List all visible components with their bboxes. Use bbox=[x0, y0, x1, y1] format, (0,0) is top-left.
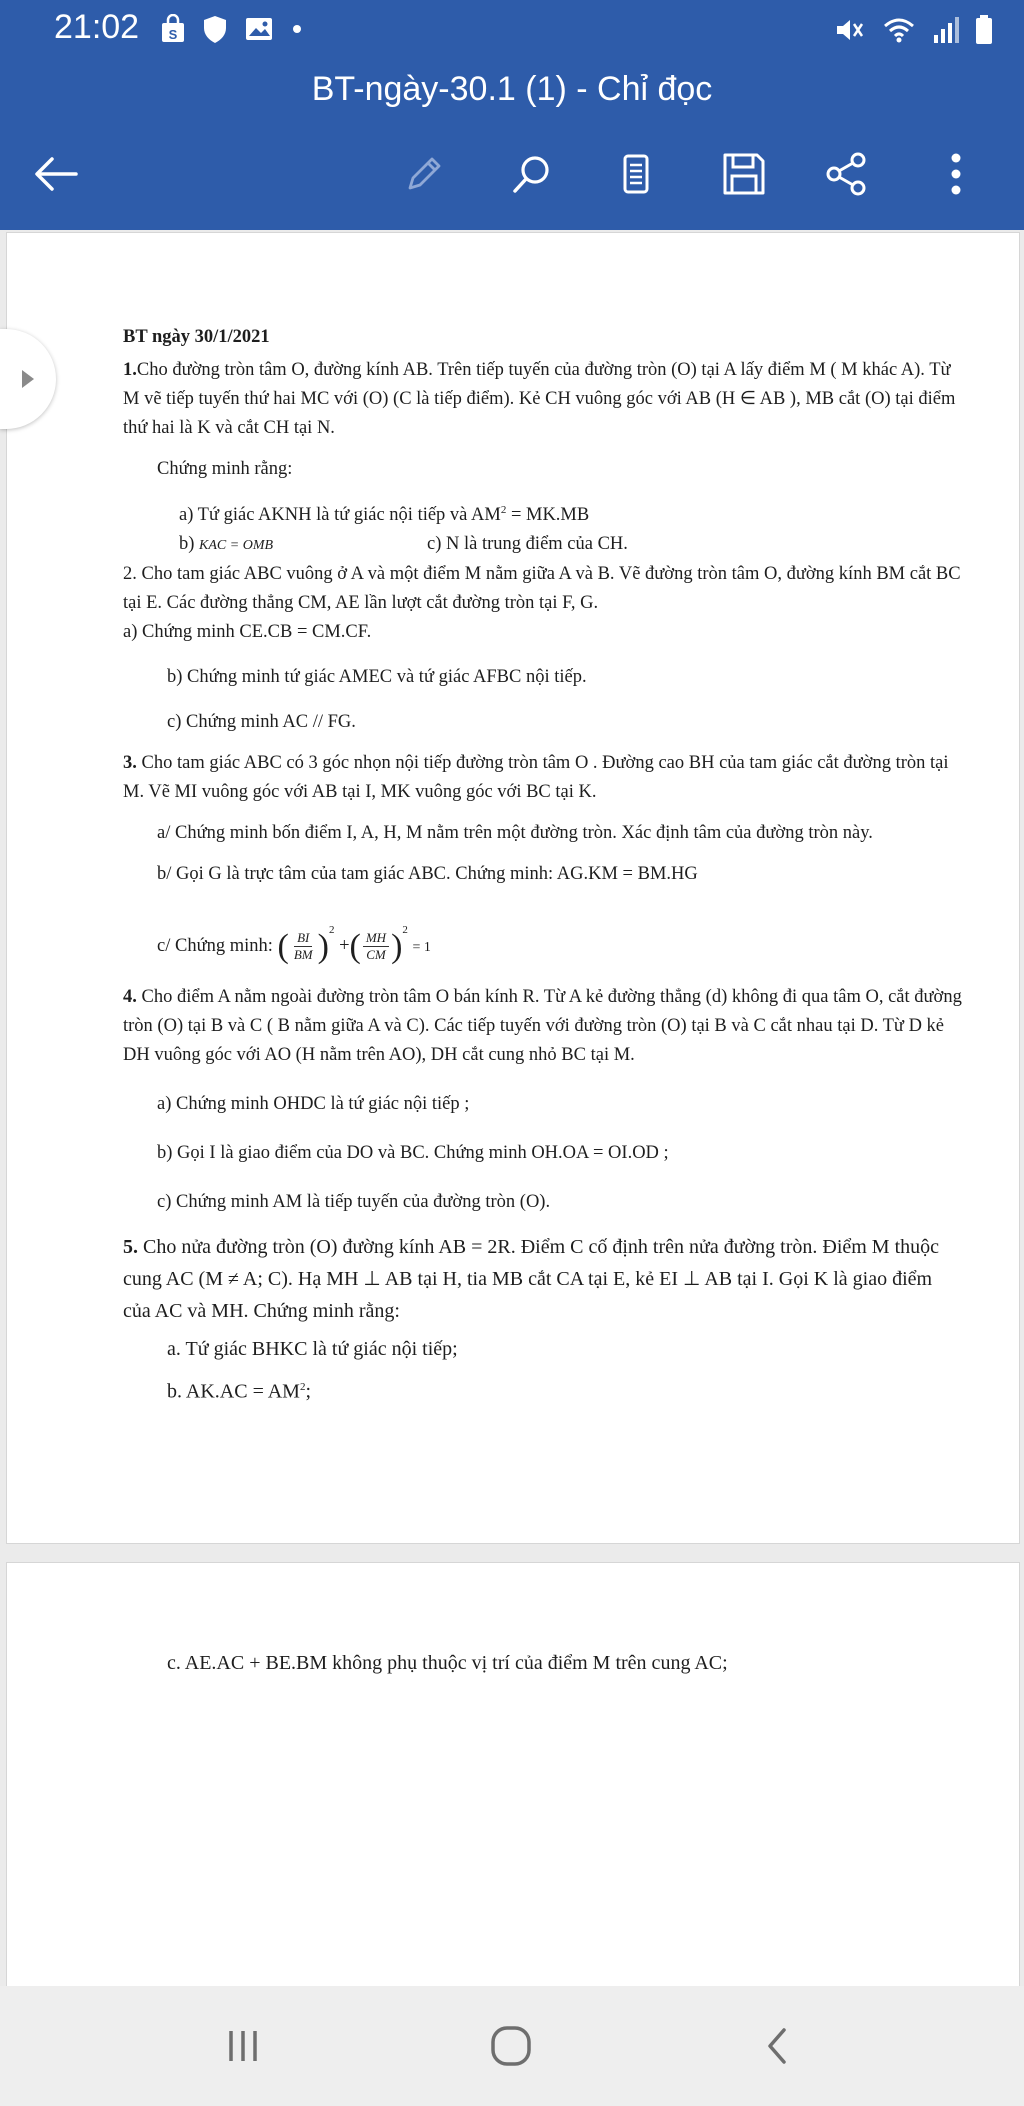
problem-1-prove: Chứng minh rằng: bbox=[157, 459, 293, 479]
doc-heading: BT ngày 30/1/2021 bbox=[123, 327, 270, 347]
fraction-1-exponent: 2 bbox=[328, 924, 335, 937]
fraction-bi-bm bbox=[291, 930, 316, 963]
shield-icon bbox=[202, 14, 228, 44]
problem-4-text: Cho điểm A nằm ngoài đường tròn tâm O bán kính R. Từ A kẻ đường thẳng (d) không đi qua tâm O, cắt đường tròn (O) tại B và C ( B nằm giữa A và C). Các tiếp tuyến với đường tròn (O) tại B và C cắt nhau tại D. Từ D kẻ DH vuông góc với AO (H nằm trên AO), DH cắt cung nhỏ BC tại M. bbox=[123, 987, 962, 1066]
back-icon bbox=[762, 2024, 792, 2068]
navigation-bar bbox=[0, 1986, 1024, 2106]
problem-4-a: a) Chứng minh OHDC là tứ giác nội tiếp ; bbox=[157, 1094, 470, 1115]
problem-2-b: b) Chứng minh tứ giác AMEC và tứ giác AFBC nội tiếp. bbox=[167, 667, 587, 688]
fraction-2-denominator: CM bbox=[366, 947, 386, 963]
fraction-2-numerator: MH bbox=[363, 930, 389, 947]
problem-1-number: 1. bbox=[123, 360, 137, 380]
problem-1-bc bbox=[123, 530, 963, 560]
edit-pencil-icon bbox=[402, 152, 446, 196]
document-title: BT-ngày-30.1 (1) - Chỉ đọc bbox=[311, 70, 713, 108]
fraction-1-denominator: BM bbox=[293, 947, 313, 963]
mute-icon bbox=[834, 15, 868, 45]
fraction-mh-cm bbox=[363, 930, 389, 963]
document-page-1 bbox=[6, 232, 1020, 1544]
problem-3-text: Cho tam giác ABC có 3 góc nhọn nội tiếp đường tròn tâm O . Đường cao BH của tam giác cắt đường tròn tại M. Vẽ MI vuông góc với AB tại I, MK vuông góc với BC tại K. bbox=[123, 753, 949, 803]
problem-1 bbox=[123, 356, 963, 443]
search-button[interactable] bbox=[500, 142, 564, 206]
home-button[interactable] bbox=[476, 2014, 546, 2078]
reading-view-button[interactable] bbox=[604, 142, 668, 206]
problem-4-b: b) Gọi I là giao điểm của DO và BC. Chứng minh OH.OA = OI.OD ; bbox=[157, 1143, 669, 1164]
problem-1-b-label: b) bbox=[179, 534, 195, 555]
problem-4-number: 4. bbox=[123, 987, 137, 1008]
problem-5-b-end: ; bbox=[305, 1380, 312, 1403]
store-icon bbox=[160, 14, 186, 44]
problem-5-b-text: b. AK.AC = AM bbox=[167, 1380, 300, 1403]
edit-button[interactable] bbox=[392, 142, 456, 206]
problem-1-b-math: KAC = OMB bbox=[199, 538, 274, 554]
problem-4 bbox=[123, 983, 963, 1070]
signal-icon bbox=[930, 15, 960, 45]
problem-1-text: Cho đường tròn tâm O, đường kính AB. Trên tiếp tuyến của đường tròn (O) tại A lấy điểm M ( M khác A). Từ M vẽ tiếp tuyến thứ hai MC với (O) (C là tiếp điểm). Kẻ CH vuông góc với AB (H ∈ AB ), MB cắt (O) tại điểm thứ hai là K và cắt CH tại N. bbox=[123, 360, 956, 438]
document-body-2 bbox=[123, 1647, 963, 1679]
recents-icon bbox=[221, 2026, 265, 2066]
wifi-icon bbox=[882, 15, 916, 45]
problem-1-a-end: = MK.MB bbox=[506, 505, 590, 526]
plus-sign: + bbox=[339, 936, 350, 957]
svg-text:S: S bbox=[168, 27, 178, 42]
save-button[interactable] bbox=[712, 142, 776, 206]
problem-1-a-sup: 2 bbox=[500, 504, 507, 516]
more-options-button[interactable] bbox=[924, 142, 988, 206]
problem-2: 2. Cho tam giác ABC vuông ở A và một điểm M nằm giữa A và B. Vẽ đường tròn tâm O, đường kính BM cắt BC tại E. Các đường thẳng CM, AE lần lượt cắt đường tròn tại F, G. bbox=[123, 564, 961, 614]
document-page-2 bbox=[6, 1562, 1020, 1988]
fraction-1-numerator: BI bbox=[294, 930, 312, 947]
back-button[interactable] bbox=[24, 142, 88, 206]
problem-5-b-sup: 2 bbox=[299, 1381, 306, 1394]
back-arrow-icon bbox=[32, 154, 80, 194]
reading-view-icon bbox=[616, 152, 656, 196]
nav-back-button[interactable] bbox=[742, 2014, 812, 2078]
problem-3 bbox=[123, 749, 963, 807]
image-icon bbox=[244, 15, 274, 43]
share-button[interactable] bbox=[814, 142, 878, 206]
problem-2-c: c) Chứng minh AC // FG. bbox=[167, 712, 356, 733]
document-body bbox=[123, 323, 963, 1408]
problem-3-c-label: c/ Chứng minh: bbox=[157, 936, 273, 957]
fraction-2-exponent: 2 bbox=[402, 924, 408, 937]
problem-4-c: c) Chứng minh AM là tiếp tuyến của đường tròn (O). bbox=[157, 1192, 551, 1213]
status-bar bbox=[0, 0, 1024, 62]
status-time: 21:02 bbox=[54, 8, 140, 46]
problem-3-a: a/ Chứng minh bốn điểm I, A, H, M nằm trên một đường tròn. Xác định tâm của đường tròn này. bbox=[157, 823, 873, 844]
home-icon bbox=[489, 2024, 533, 2068]
problem-1-c: c) N là trung điểm của CH. bbox=[427, 534, 628, 555]
more-icon bbox=[946, 150, 966, 198]
problem-3-b: b/ Gọi G là trực tâm của tam giác ABC. Chứng minh: AG.KM = BM.HG bbox=[157, 864, 698, 885]
search-icon bbox=[510, 152, 554, 196]
problem-5-text: Cho nửa đường tròn (O) đường kính AB = 2R. Điểm C cố định trên nửa đường tròn. Điểm M thuộc cung AC (M ≠ A; C). Hạ MH ⊥ AB tại H, tia MB cắt CA tại E, kẻ EI ⊥ AB tại I. Gọi K là giao điểm của AC và MH. Chứng minh rằng: bbox=[123, 1236, 940, 1323]
recents-button[interactable] bbox=[208, 2014, 278, 2078]
equals-one: = 1 bbox=[412, 940, 431, 956]
problem-2-a: a) Chứng minh CE.CB = CM.CF. bbox=[123, 622, 372, 643]
problem-3-number: 3. bbox=[123, 753, 137, 774]
problem-5 bbox=[123, 1231, 963, 1327]
problem-5-c: c. AE.AC + BE.BM không phụ thuộc vị trí của điểm M trên cung AC; bbox=[167, 1652, 728, 1674]
share-icon bbox=[822, 150, 870, 198]
problem-1-a bbox=[123, 496, 963, 530]
chevron-right-icon bbox=[20, 368, 36, 390]
problem-5-b bbox=[123, 1371, 963, 1408]
save-icon bbox=[720, 150, 768, 198]
problem-3-c: c/ Chứng minh: ( $\frac{BI}{BM}$ )$^2$ +( $\frac{MH}{CM}$ )$^2$ = 1 bbox=[157, 924, 431, 965]
problem-1-a-text: a) Tứ giác AKNH là tứ giác nội tiếp và AM bbox=[179, 505, 501, 526]
problem-5-a: a. Tứ giác BHKC là tứ giác nội tiếp; bbox=[167, 1338, 458, 1361]
dot-icon bbox=[290, 22, 304, 36]
problem-5-number: 5. bbox=[123, 1236, 138, 1259]
battery-icon bbox=[974, 14, 994, 46]
app-bar bbox=[0, 62, 1024, 230]
